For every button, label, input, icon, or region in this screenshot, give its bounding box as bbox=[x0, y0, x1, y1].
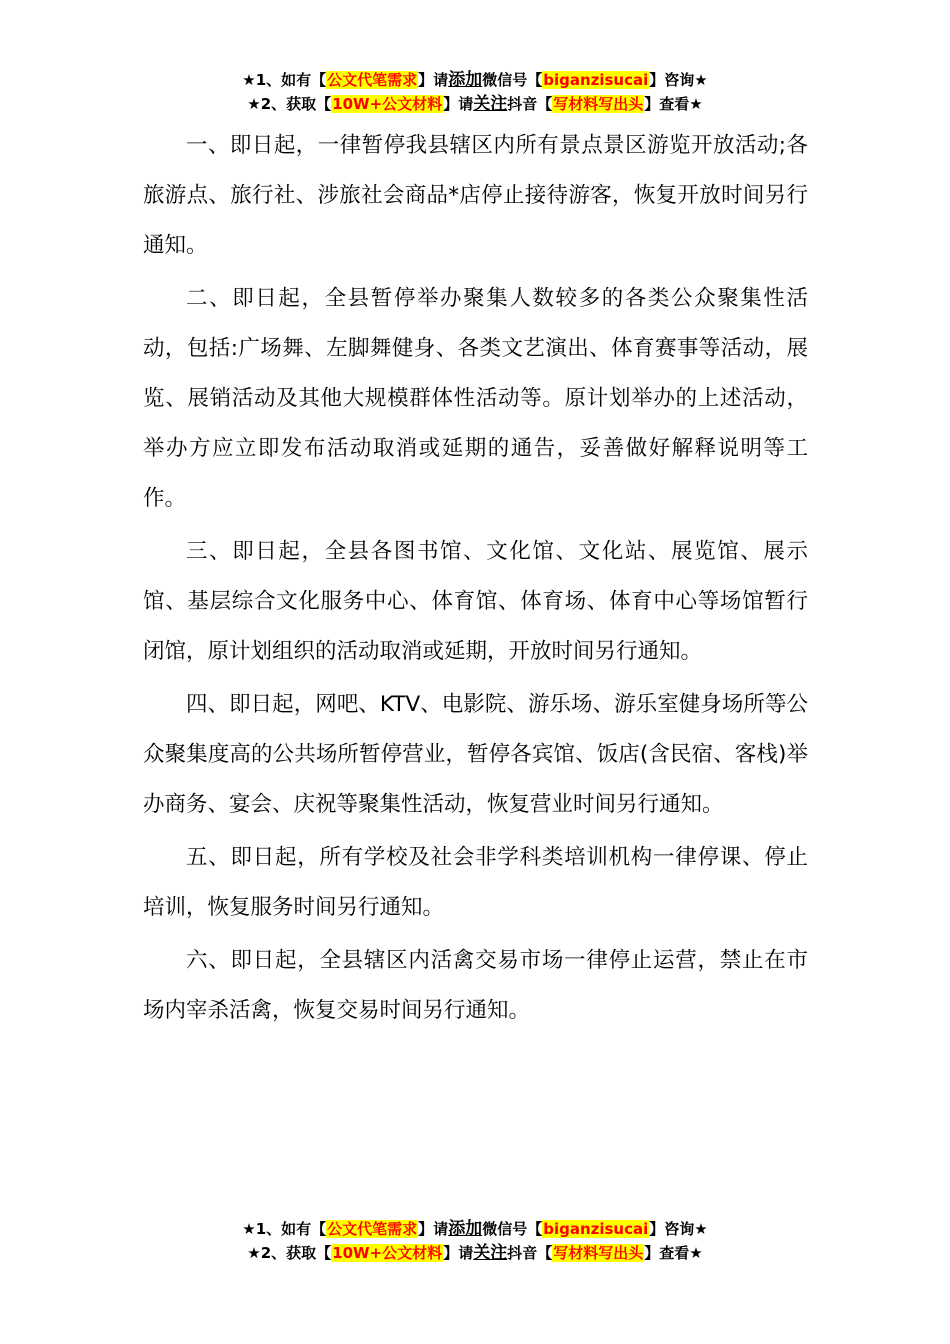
paragraph-3: 三、即日起，全县各图书馆、文化馆、文化站、展览馆、展示馆、基层综合文化服务中心、体育馆、体育场、体育中心等场馆暂行闭馆，原计划组织的活动取消或延期，开放时间另行通知。 bbox=[143, 539, 808, 664]
paragraph-6: 六、即日起，全县辖区内活禽交易市场一律停止运营，禁止在市场内宰杀活禽，恢复交易时间另行通知。 bbox=[143, 948, 808, 1023]
paragraph-2: 二、即日起，全县暂停举办聚集人数较多的各类公众聚集性活动，包括:广场舞、左脚舞健身、各类文艺演出、体育赛事等活动，展览、展销活动及其他大规模群体性活动等。原计划举办的上述活动，举办方应立即发布活动取消或延期的通告，妥善做好解释说明等工作。 bbox=[143, 286, 808, 511]
banner-text: ★1、如有【 bbox=[242, 71, 327, 89]
top-banner bbox=[0, 68, 950, 116]
banner-text: 抖音【 bbox=[507, 95, 553, 113]
banner-text: 抖音【 bbox=[507, 1244, 553, 1262]
banner-text: 】咨询★ bbox=[649, 71, 708, 89]
banner-text: 】查看★ bbox=[644, 1244, 703, 1262]
banner-text: ★1、如有【 bbox=[242, 1220, 327, 1238]
paragraph-4: 四、即日起，网吧、KTV、电影院、游乐场、游乐室健身场所等公众聚集度高的公共场所暂停营业，暂停各宾馆、饭店(含民宿、客栈)举办商务、宴会、庆祝等聚集性活动，恢复营业时间另行通知。 bbox=[143, 692, 808, 817]
highlight-service: 公文代笔需求 bbox=[327, 1220, 418, 1238]
banner-text: ★2、获取【 bbox=[247, 1244, 332, 1262]
banner-text: ★2、获取【 bbox=[247, 95, 332, 113]
emphasis-add: 添加 bbox=[448, 1219, 483, 1239]
banner-line-1 bbox=[0, 1217, 950, 1241]
banner-text: 】请 bbox=[443, 95, 474, 113]
banner-text: 】请 bbox=[418, 71, 449, 89]
bottom-banner bbox=[0, 1217, 950, 1265]
banner-line-1 bbox=[0, 68, 950, 92]
highlight-service: 公文代笔需求 bbox=[327, 71, 418, 89]
banner-text: 】请 bbox=[443, 1244, 474, 1262]
document-body bbox=[143, 121, 808, 1039]
banner-text: 微信号【 bbox=[482, 71, 543, 89]
highlight-douyin-account: 写材料写出头 bbox=[553, 1244, 644, 1262]
banner-text: 】查看★ bbox=[644, 95, 703, 113]
emphasis-follow: 关注 bbox=[473, 94, 508, 114]
paragraph-5: 五、即日起，所有学校及社会非学科类培训机构一律停课、停止培训，恢复服务时间另行通知。 bbox=[143, 845, 808, 920]
banner-line-2 bbox=[0, 92, 950, 116]
banner-text: 微信号【 bbox=[482, 1220, 543, 1238]
emphasis-follow: 关注 bbox=[473, 1243, 508, 1263]
banner-text: 】咨询★ bbox=[649, 1220, 708, 1238]
emphasis-add: 添加 bbox=[448, 70, 483, 90]
highlight-douyin-account: 写材料写出头 bbox=[553, 95, 644, 113]
banner-line-2 bbox=[0, 1241, 950, 1265]
banner-text: 】请 bbox=[418, 1220, 449, 1238]
paragraph-1: 一、即日起，一律暂停我县辖区内所有景点景区游览开放活动;各旅游点、旅行社、涉旅社会商品*店停止接待游客，恢复开放时间另行通知。 bbox=[143, 133, 808, 258]
highlight-wechat-id: biganzisucai bbox=[543, 1220, 649, 1238]
highlight-wechat-id: biganzisucai bbox=[543, 71, 649, 89]
highlight-materials: 10W+公文材料 bbox=[332, 95, 443, 113]
highlight-materials: 10W+公文材料 bbox=[332, 1244, 443, 1262]
